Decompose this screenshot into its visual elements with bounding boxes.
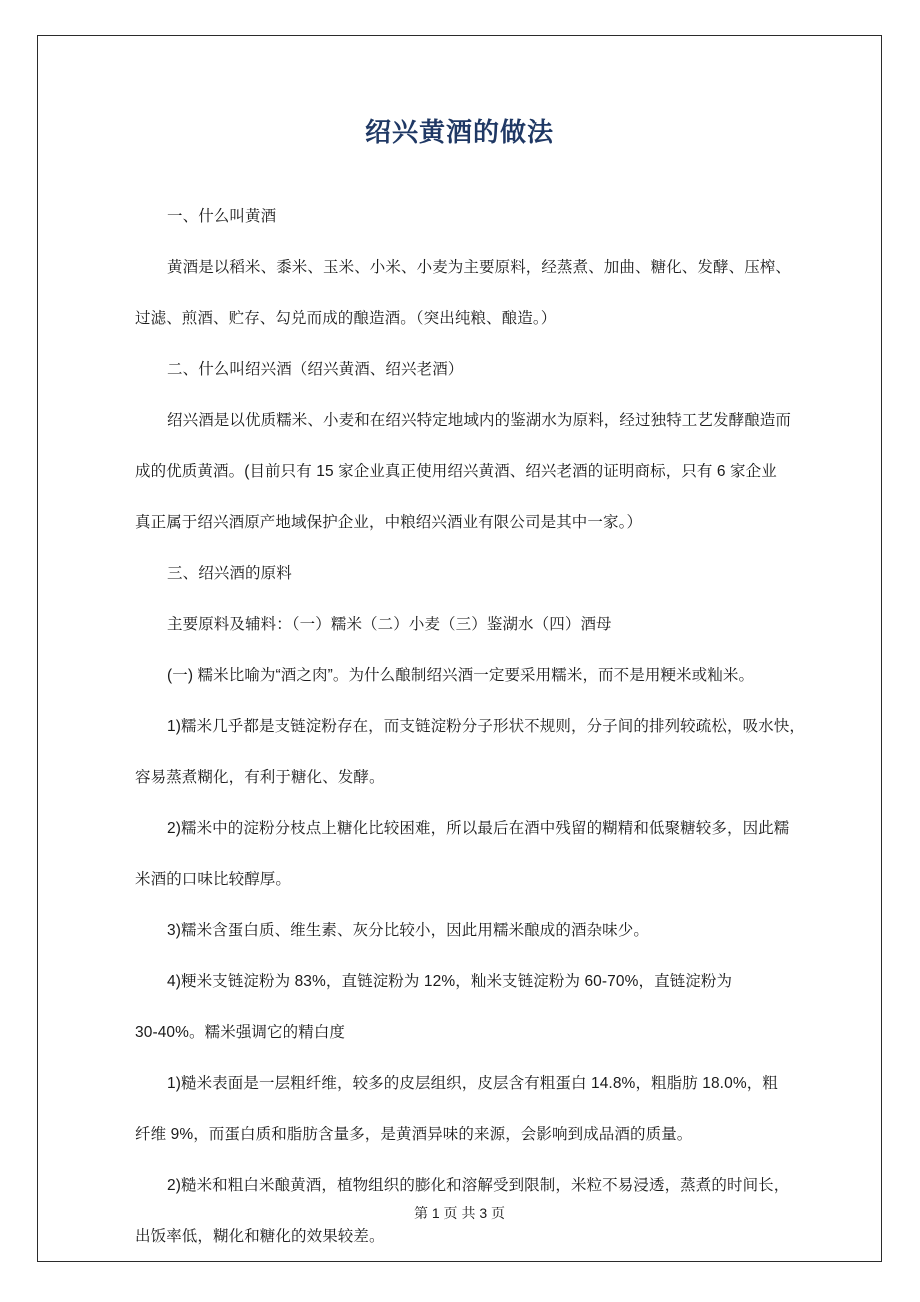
paragraph-line: 黄酒是以稻米、黍米、玉米、小米、小麦为主要原料，经蒸煮、加曲、糖化、发酵、压榨、: [167, 259, 792, 276]
paragraph-line: 绍兴酒是以优质糯米、小麦和在绍兴特定地域内的鉴湖水为原料，经过独特工艺发酵酿造而: [167, 412, 792, 429]
paragraph-line: 二、什么叫绍兴酒（绍兴黄酒、绍兴老酒）: [167, 361, 464, 378]
paragraph-line: 主要原料及辅料：（一）糯米（二）小麦（三）鉴湖水（四）酒母: [167, 616, 612, 633]
paragraph-line: 出饭率低，糊化和糖化的效果较差。: [135, 1228, 385, 1245]
paragraph-line: 2)糙米和粗白米酿黄酒，植物组织的膨化和溶解受到限制，米粒不易浸透，蒸煮的时间长，: [167, 1177, 790, 1194]
paragraph-line: 1)糯米几乎都是支链淀粉存在，而支链淀粉分子形状不规则，分子间的排列较疏松，吸水快，: [167, 718, 805, 735]
paragraph-line: 4)粳米支链淀粉为 83%，直链淀粉为 12%，籼米支链淀粉为 60-70%，直链淀粉为: [167, 973, 733, 990]
paragraph-line: 三、绍兴酒的原料: [167, 565, 292, 582]
paragraph-line: 1)糙米表面是一层粗纤维，较多的皮层组织，皮层含有粗蛋白 14.8%，粗脂肪 18.0%，粗: [167, 1075, 778, 1092]
document-body: [135, 191, 805, 1262]
paragraph-line: 米酒的口味比较醇厚。: [135, 871, 292, 888]
paragraph-line: 2)糯米中的淀粉分枝点上糖化比较困难，所以最后在酒中残留的糊精和低聚糖较多，因此糯: [167, 820, 790, 837]
paragraph-line: 30-40%。糯米强调它的精白度: [135, 1024, 346, 1041]
paragraph-line: (一) 糯米比喻为“酒之肉”。为什么酿制绍兴酒一定要采用糯米，而不是用粳米或籼米。: [167, 667, 755, 684]
paragraph-line: 纤维 9%，而蛋白质和脂肪含量多，是黄酒异味的来源，会影响到成品酒的质量。: [135, 1126, 693, 1143]
paragraph-line: 成的优质黄酒。(目前只有 15 家企业真正使用绍兴黄酒、绍兴老酒的证明商标，只有 6 家企业: [135, 463, 777, 480]
paragraph-line: 容易蒸煮糊化，有利于糖化、发酵。: [135, 769, 385, 786]
paragraph-line: 3)糯米含蛋白质、维生素、灰分比较小，因此用糯米酿成的酒杂味少。: [167, 922, 649, 939]
page-number-footer: 第 1 页 共 3 页: [413, 1205, 506, 1221]
page-title: 绍兴黄酒的做法: [364, 117, 554, 147]
paragraph-line: 一、什么叫黄酒: [167, 208, 277, 225]
paragraph-line: 真正属于绍兴酒原产地域保护企业，中粮绍兴酒业有限公司是其中一家。）: [135, 514, 643, 531]
paragraph-line: 过滤、煎酒、贮存、勾兑而成的酿造酒。（突出纯粮、酿造。）: [135, 310, 557, 327]
